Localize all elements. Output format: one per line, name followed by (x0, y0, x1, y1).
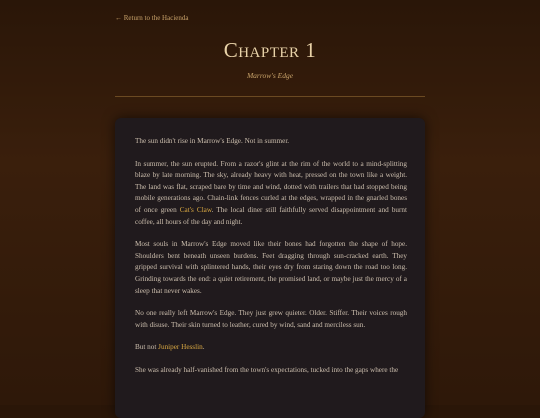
paragraph-5 (135, 342, 407, 354)
paragraph-5-text-b: . (202, 343, 205, 352)
paragraph-2 (135, 159, 407, 229)
chapter-subtitle: Marrow's Edge (246, 71, 294, 80)
paragraph-2-text-b: . The local diner still faithfully served disappointment and burnt coffee, all hours of the day and night. (135, 205, 408, 226)
chapter-title: Chapter 1 (223, 38, 317, 62)
juniper-hesslin-link[interactable]: Juniper Hesslin (158, 343, 203, 352)
paragraph-3: Most souls in Marrow's Edge moved like their bones had forgotten the shape of hope. Shoulders bent beneath unseen burdens. Feet dragging through sun-cracked earth. They gripped survival with splintered hands, their eyes dry from staring down the road too long. Grinding towards the end: a quiet retirement, the promised land, or maybe just the mercy of a sleep that never wakes. (135, 240, 407, 295)
paragraph-5-text-a: But not (135, 343, 159, 352)
paragraph-6: She was already half-vanished from the town's expectations, tucked into the gaps where the (135, 365, 399, 374)
story-card (115, 118, 425, 418)
return-to-hacienda-link[interactable]: ← Return to the Hacienda (115, 14, 189, 22)
story-text (135, 136, 407, 388)
paragraph-4: No one really left Marrow's Edge. They just grew quieter. Older. Stiffer. Their voices rough with disuse. Their skin turned to leather, cured by wind, sand and merciless sun. (135, 309, 407, 329)
header-divider (115, 96, 425, 97)
cats-claw-link[interactable]: Cat's Claw (179, 205, 212, 214)
paragraph-2-text-a: In summer, the sun erupted. From a razor's glint at the rim of the world to a mind-splitting blaze by late morning. The sky, already heavy with heat, pressed on the town like a weight. The land was flat, scraped bare by time and wind, dotted with trailers that had stopped being mobile generations ago. Chain-link fences curled at the edges, wrapped in the gnarled bones of once green (135, 159, 407, 214)
paragraph-1: The sun didn't rise in Marrow's Edge. Not in summer. (135, 137, 290, 145)
